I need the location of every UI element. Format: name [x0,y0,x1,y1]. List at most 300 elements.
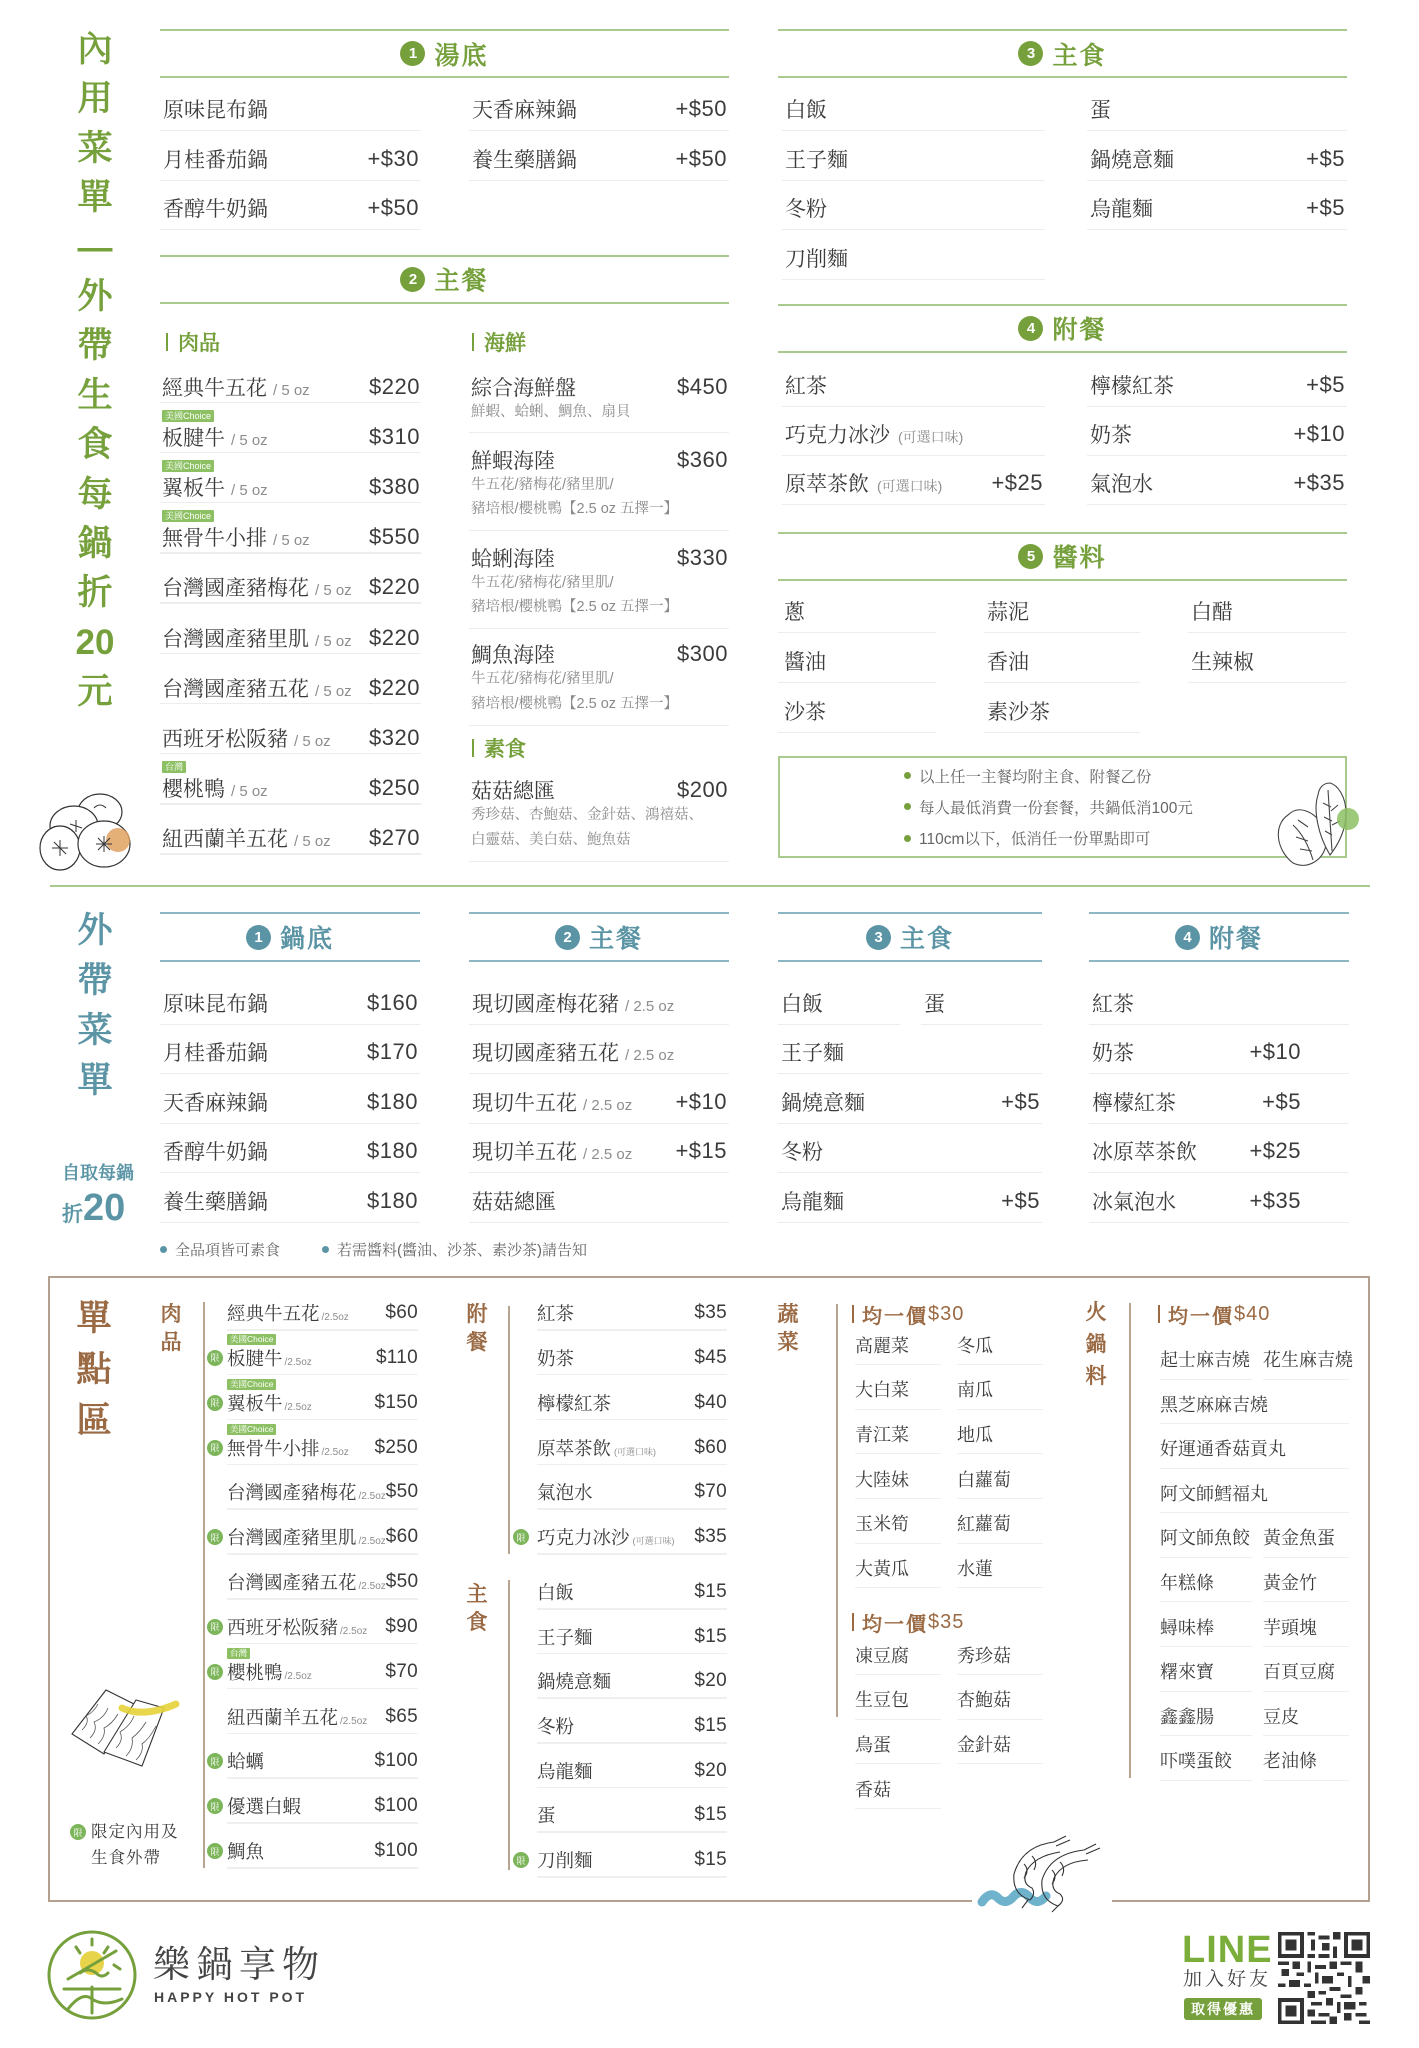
sauce-item [778,690,936,733]
menu-item [210,1734,418,1779]
menu-item [210,1510,419,1555]
menu-item [782,364,1045,407]
menu-item [1089,982,1349,1025]
menu-item: 蟳味棒 [1160,1607,1252,1647]
category-divider [203,1302,205,1868]
label-char: 蔬 [777,1303,799,1326]
menu-item: 杏鮑菇 [957,1680,1043,1720]
item-name: 養生藥膳鍋 [472,148,577,172]
meat-list [160,359,421,861]
title-char: 生 [77,375,113,415]
item-description: 豬培根/櫻桃鴨【2.5 oz 五擇一】 [471,501,679,518]
item-name: 櫻桃鴨 [227,1661,283,1683]
label-char: 菜 [777,1331,799,1354]
item-name: 原萃茶飲 [785,472,869,496]
item-price: $20 [694,1670,727,1692]
price-group-label: 均一價 [862,1613,928,1636]
menu-item [537,1421,727,1466]
menu-item [1089,1081,1349,1124]
menu-item [160,559,421,609]
menu-item: 高麗菜 [855,1325,941,1365]
item-unit: /2.5oz [358,1581,386,1593]
limited-badge-icon: 限 [207,1529,223,1545]
item-unit: /2.5oz [321,1312,349,1323]
menu-item [160,1081,420,1124]
item-name: 現切國產豬五花 [472,1042,619,1066]
menu-item [160,1180,420,1223]
price-group-label: 均一價 [862,1305,928,1328]
menu-item: 青江菜 [855,1414,941,1454]
item-name: 冬粉 [781,1141,823,1165]
item-description: 豬培根/櫻桃鴨【2.5 oz 五擇一】 [471,696,679,713]
sauce-header [778,532,1347,582]
item-unit: / 5 oz [273,532,310,550]
item-price: $65 [385,1705,418,1727]
side-dish-list [782,364,1347,511]
item-name: 奶茶 [537,1347,575,1369]
item-price: $200 [677,777,728,803]
section-number-badge: 1 [400,41,425,66]
item-price: $70 [694,1481,727,1503]
title-char: 菜 [77,128,113,168]
item-name: 天香麻辣鍋 [163,1091,268,1115]
sauce-list [778,590,1347,741]
note-text: 每人最低消費一份套餐，共鍋低消100元 [919,799,1193,817]
bullet-icon [904,835,911,842]
menu-item [160,409,421,459]
menu-item [778,1081,1042,1124]
section-number-badge: 2 [555,925,580,950]
meat-slices-illustration-icon [64,1682,188,1768]
brand-logo-icon [46,1929,138,2021]
limited-note-line: 限定內用及 [91,1823,179,1841]
item-name: 烏龍麵 [781,1190,844,1214]
menu-item [778,1031,1042,1074]
item-name: 氣泡水 [1090,472,1153,496]
item-name: 王子麵 [785,148,848,172]
item-price: +$5 [1262,1088,1301,1114]
item-name: 紅茶 [1092,992,1134,1016]
item-price: $60 [694,1436,727,1458]
limited-badge-icon: 限 [513,1529,529,1545]
section-title: 附餐 [1052,316,1107,345]
menu-item: 好運通香菇貢丸 [1160,1429,1349,1469]
item-name: 蔥 [784,600,805,624]
price-group-price: $35 [928,1610,965,1633]
item-name: 王子麵 [537,1626,593,1648]
menu-item: 地瓜 [957,1414,1043,1454]
item-name: 冬粉 [785,198,827,222]
item-unit: / 5 oz [315,682,352,700]
item-description: 牛五花/豬梅花/豬里肌/ [471,574,614,591]
item-name: 紐西蘭羊五花 [162,828,288,852]
limited-badge-icon: 限 [70,1824,86,1840]
title-char: 用 [77,79,113,119]
menu-item [469,1130,729,1173]
category-divider [508,1306,510,1554]
seafood-subheader [472,330,526,354]
menu-item: 花生麻吉燒 [1263,1340,1349,1380]
item-name: 無骨牛小排 [162,527,267,551]
a-la-carte-staple-list [516,1565,727,1878]
item-name: 菇菇總匯 [471,780,555,804]
item-description: 豬培根/櫻桃鴨【2.5 oz 五擇一】 [471,599,679,616]
takeout-side-title [70,906,120,1106]
menu-item [778,982,900,1025]
menu-item [1089,1031,1349,1074]
title-char: 單 [77,178,113,218]
title-char: 食 [77,425,113,465]
item-price: $270 [369,825,420,851]
menu-item: 大黃瓜 [855,1548,941,1588]
item-price: $220 [369,373,420,399]
title-char: 點 [76,1350,112,1389]
item-price: $90 [385,1615,418,1637]
item-name: 蛋 [537,1805,556,1827]
shrimp-illustration-icon [972,1834,1112,1914]
menu-item: 南瓜 [957,1370,1043,1410]
menu-item [160,810,421,860]
sauce-item [778,590,936,633]
item-price: $180 [367,1187,418,1213]
item-name: 醬油 [784,650,826,674]
item-description: 白靈菇、美白菇、鮑魚菇 [471,831,631,848]
item-price: +$5 [1001,1088,1040,1114]
item-price: $450 [677,373,728,399]
origin-tag: 美國Choice [162,460,214,472]
origin-tag: 美國Choice [227,1379,276,1390]
menu-item [537,1654,727,1699]
menu-item [782,413,1045,456]
menu-item [537,1331,727,1376]
price-group-price: $40 [1234,1302,1271,1325]
item-unit: / 5 oz [273,381,310,399]
sauce-item [1188,640,1346,683]
section-number-badge: 3 [1018,41,1043,66]
item-name: 原萃茶飲 [537,1437,612,1459]
item-price: $70 [385,1660,418,1682]
takeout-side-dish-list [1089,982,1349,1230]
title-char: 帶 [77,961,113,1000]
menu-item: 鳥蛋 [855,1724,941,1764]
item-name: 現切國產梅花豬 [472,992,619,1016]
item-name: 西班牙松阪豬 [227,1616,339,1638]
menu-item [469,777,729,862]
takeout-soup-base-list [160,982,420,1230]
menu-item: 生豆包 [855,1680,941,1720]
origin-tag: 美國Choice [162,410,214,422]
item-price: $15 [694,1849,727,1871]
takeout-staple-header [778,912,1042,963]
divider-bar [852,1305,854,1323]
category-divider [1129,1303,1131,1778]
item-name: 台灣國產豬梅花 [162,577,309,601]
menu-item: 香菇 [855,1769,941,1809]
item-description: 鮮蝦、蛤蜊、鯛魚、扇貝 [471,403,631,420]
menu-item [778,1130,1042,1173]
item-price: $160 [367,989,418,1015]
item-name: 蛤蜊海陸 [471,547,555,571]
item-price: +$50 [675,145,727,171]
title-char: 折 [77,573,113,613]
item-name: 經典牛五花 [227,1303,320,1324]
item-name: 刀削麵 [785,247,848,271]
soup-base-list [160,88,729,237]
title-char: 菜 [77,1011,113,1050]
item-name: 鯛魚 [227,1841,265,1863]
menu-item [160,710,421,760]
item-price: $330 [677,544,728,570]
item-name: 香醇牛奶鍋 [163,198,268,222]
item-price: $180 [367,1138,418,1164]
label-char: 火 [1085,1301,1107,1324]
item-price: +$5 [1306,145,1345,171]
item-name: 板腱牛 [162,426,225,450]
menu-item: 凍豆腐 [855,1635,941,1675]
item-name: 白飯 [537,1582,575,1603]
item-name: 現切牛五花 [472,1091,577,1115]
takeout-soup-base-header [160,912,420,963]
item-name: 鍋燒意麵 [781,1091,865,1115]
limited-note-line: 生食外帶 [91,1849,161,1867]
item-price: +$10 [1293,420,1345,446]
menu-item: 阿文師鱈福丸 [1160,1473,1349,1513]
takeout-main-course-list [469,982,729,1230]
section-number-badge: 1 [246,925,271,950]
origin-tag: 美國Choice [162,510,214,522]
menu-item [210,1331,418,1376]
item-name: 原味昆布鍋 [163,992,268,1016]
price-group-label: 均一價 [1168,1305,1234,1328]
note-line [780,823,1345,854]
item-name: 冬粉 [537,1716,575,1738]
item-name: 冰原萃茶飲 [1092,1141,1197,1165]
item-unit: /2.5oz [321,1446,349,1458]
menu-item: 白蘿蔔 [957,1459,1043,1499]
title-char: 元 [77,672,113,712]
item-name: 現切羊五花 [472,1141,577,1165]
menu-item [210,1824,418,1869]
menu-item [469,447,729,532]
item-name: 香醇牛奶鍋 [163,1141,268,1165]
menu-item [1089,1180,1349,1223]
menu-item [782,88,1045,131]
menu-item [469,1180,729,1223]
price-group-header [1158,1301,1270,1327]
takeout-side-dish-header [1089,912,1349,963]
label-char: 主 [466,1583,488,1606]
item-name: 蛋 [924,992,945,1016]
menu-item [537,1610,727,1655]
limited-badge-icon: 限 [207,1753,223,1769]
subheader-label: 肉品 [178,332,220,355]
menu-item [160,1031,420,1074]
dine-in-side-title [70,25,120,716]
item-note: (可選口味) [898,428,964,445]
a-la-carte-drinks-list [516,1286,727,1555]
vegetables-35-list [855,1635,1043,1814]
item-name: 台灣國產豬里肌 [227,1527,357,1549]
item-unit: /2.5oz [358,1536,386,1548]
section-title: 主餐 [588,925,643,954]
title-char: 外 [77,276,113,316]
bullet-icon [904,772,911,779]
item-name: 經典牛五花 [162,376,267,400]
title-char: 區 [76,1401,112,1440]
subheader-label: 素食 [484,738,526,761]
menu-item [921,982,1042,1025]
divider-bar [1158,1305,1160,1323]
limited-badge-icon: 限 [207,1395,223,1411]
menu-item [160,610,421,660]
item-name: 紅茶 [537,1303,575,1324]
item-price: +$5 [1001,1187,1040,1213]
label-char: 餐 [466,1331,488,1354]
section-title: 附餐 [1208,925,1263,954]
staple-list [782,88,1347,287]
menu-item [210,1600,418,1645]
item-price: $250 [374,1436,418,1458]
item-price: $45 [694,1346,727,1368]
menu-item [1087,462,1347,505]
item-name: 台灣國產豬梅花 [227,1482,357,1504]
bullet-icon [322,1246,329,1253]
item-name: 鍋燒意麵 [537,1671,612,1693]
item-name: 白醋 [1191,600,1233,624]
item-name: 綜合海鮮盤 [471,376,576,400]
item-name: 蒜泥 [987,600,1029,624]
item-unit: / 2.5 oz [625,1047,675,1065]
category-divider [508,1580,510,1870]
menu-item: 鑫鑫腸 [1160,1696,1252,1736]
menu-item [516,1510,727,1555]
menu-item: 水蓮 [957,1548,1043,1588]
item-price: +$25 [1249,1138,1301,1164]
a-la-carte-meat-list [210,1286,419,1869]
subheader-label: 海鮮 [484,332,526,355]
qr-code-icon [1278,1932,1370,2024]
item-name: 沙茶 [784,701,826,725]
vegetables-30-list [855,1325,1043,1593]
section-number-badge: 2 [400,267,425,292]
item-price: $40 [694,1391,727,1413]
origin-tag: 台灣 [227,1648,250,1659]
line-add-friend-text: 加入好友 [1183,1969,1272,1990]
item-name: 櫻桃鴨 [162,778,225,802]
item-price: +$5 [1306,195,1345,221]
price-group-header [852,1301,964,1327]
item-price: $150 [374,1391,418,1413]
menu-item: 豆皮 [1263,1696,1349,1736]
label-char: 附 [466,1303,488,1326]
dine-in-notes-box [778,756,1347,858]
tomatoes-illustration-icon [36,790,140,874]
footnote-text: 若需醬料(醬油、沙茶、素沙茶)請告知 [337,1241,587,1259]
meat-subheader [166,330,220,354]
item-unit: /2.5oz [340,1625,368,1637]
item-price: +$50 [675,96,727,121]
menu-item [469,138,729,181]
menu-item [516,1833,727,1878]
menu-item [227,1286,418,1331]
takeout-staple-list [778,982,1042,1230]
item-unit: / 2.5 oz [583,1096,633,1114]
title-char: 單 [76,1299,112,1338]
category-divider [836,1304,838,1717]
item-name: 月桂番茄鍋 [163,1042,268,1066]
origin-tag: 台灣 [162,761,186,773]
item-unit: /2.5oz [340,1715,368,1727]
menu-item [160,660,421,710]
section-title: 鍋底 [279,925,334,954]
item-description: 牛五花/豬梅花/豬里肌/ [471,671,614,688]
item-name: 翼板牛 [227,1392,283,1414]
menu-item [1087,138,1347,181]
item-name: 巧克力冰沙 [537,1527,630,1549]
item-unit: /2.5oz [284,1356,312,1368]
menu-item: 黃金魚蛋 [1263,1518,1349,1558]
divider-bar [166,333,168,351]
vegetarian-subheader [472,736,526,760]
menu-item [469,88,729,131]
menu-item: 玉米筍 [855,1504,941,1544]
item-price: $35 [694,1526,727,1548]
item-price: $170 [367,1039,418,1065]
menu-item: 黑芝麻麻吉燒 [1160,1384,1349,1424]
item-note: (可選口味) [614,1446,657,1457]
item-description: 牛五花/豬梅花/豬里肌/ [471,476,614,493]
menu-item [210,1645,418,1690]
takeout-promo-line: 自取每鍋 [62,1163,134,1183]
item-note: (可選口味) [632,1536,675,1547]
main-course-header [160,255,729,305]
section-title: 主食 [899,925,954,954]
title-char: 帶 [77,326,113,366]
menu-item [537,1699,727,1744]
menu-item [782,138,1045,181]
section-title: 主食 [1052,41,1107,70]
hotpot-items-list [1160,1340,1353,1786]
item-name: 檸檬紅茶 [537,1392,612,1414]
title-char: 內 [77,30,113,69]
menu-item [160,1130,420,1173]
menu-item: 大白菜 [855,1370,941,1410]
menu-item [469,1081,729,1124]
item-unit: / 5 oz [315,632,352,650]
item-name: 板腱牛 [227,1347,283,1369]
item-price: $310 [369,423,420,449]
item-unit: / 2.5 oz [583,1146,633,1164]
label-char: 肉 [160,1303,182,1326]
menu-item [160,760,421,810]
item-price: $220 [369,574,420,600]
get-offer-button[interactable]: 取得優惠 [1184,1998,1262,2020]
item-description: 秀珍菇、杏鮑菇、金針菇、鴻禧菇、 [471,807,703,824]
menu-item [469,641,729,726]
menu-item [160,88,421,131]
menu-item: 黃金竹 [1263,1562,1349,1602]
item-name: 白飯 [785,99,827,122]
item-price: $35 [694,1302,727,1323]
item-unit: / 5 oz [231,431,268,449]
takeout-promo-discount [62,1188,125,1228]
item-price: $50 [385,1571,419,1593]
lettuce-illustration-icon [1268,775,1378,870]
menu-item [778,1180,1042,1223]
section-number-badge: 4 [1175,925,1200,950]
side-dish-header [778,304,1347,352]
item-price: +$30 [367,145,419,171]
